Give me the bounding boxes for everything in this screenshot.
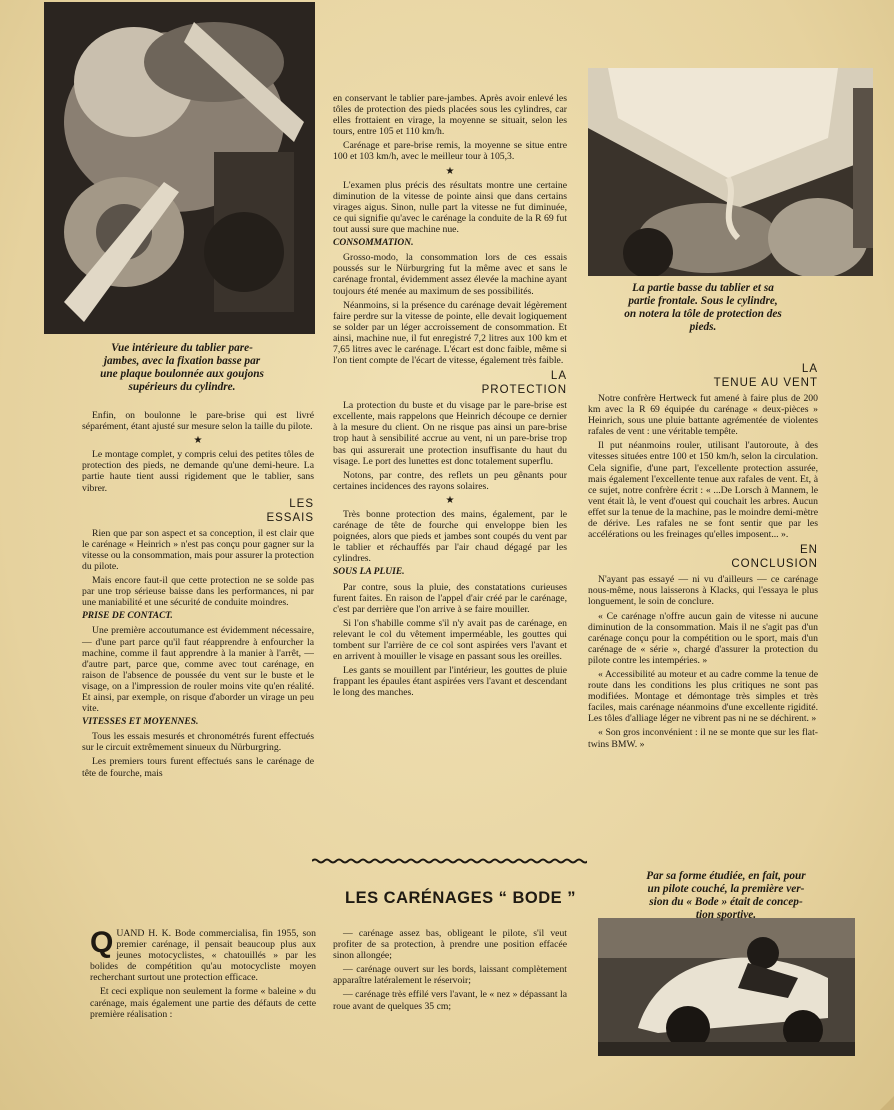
star-separator: ★ [445,494,455,506]
paragraph: Notons, par contre, des reflets un peu gênants pour certaines incidences des rayons solaires. [333,469,567,492]
paragraph: « Accessibilité au moteur et au cadre comme la tenue de route dans les conditions les plus critiques ne sont pas modifiées. Montage et démontage très simples et très faciles, mais carénage néanmoins d'une excellente rigidité. Les tôles d'alliage léger ne vibrent pas ni ne se déchirent. » [588,668,818,725]
paragraph: Une première accoutumance est évidemment nécessaire, — d'une part parce qu'il faut réapprendre à enfourcher la machine, comme il faut apprendre à la manier à l'arrêt, — d'autre part, parce que, comme avec tout carénage, en raison de l'absence de poussée du vent sur le buste et le visage, on a l'impression de rouler moins vite qu'en réalité. Et ainsi, par exemple, on risque d'aborder un virage un peu vite. [82,625,314,715]
page-corner [880,1096,894,1110]
heading-line: LA [550,370,567,383]
bode-section-title: LES CARÉNAGES “ BODE ” [345,889,577,907]
subheading: PRISE DE CONTACT. [82,611,173,622]
drop-cap: Q [90,926,114,959]
paragraph: La protection du buste et du visage par le pare-brise est excellente, mais rappelons que Heinrich découpe ce dernier à la mesure du client. On ne risque pas ainsi un pare-brise trop haut à sensibilité accrue au vent, ni un pare-brise trop bas qui assurerait une protection insuffisante du haut du visage. Le port des lunettes est donc totalement superflu. [333,400,567,467]
caption-line: La partie basse du tablier et sa [632,282,774,294]
subheading: CONSOMMATION. [333,238,414,249]
heading-line: CONCLUSION [731,558,818,571]
caption-top-left [58,342,306,394]
paragraph: Néanmoins, si la présence du carénage devait légèrement faire perdre sur la vitesse de pointe, elle devait logiquement se solder par un léger accroissement de consommation. Et ainsi, machine nue, il fut enregistré 7,2 litres aux 100 km et 7,65 litres avec le carénage. L'écart est donc faible, même si l'on tient compte de l'écart de vitesse, également très faible. [333,299,567,367]
caption-line: une plaque boulonnée aux goujons [100,368,264,380]
paragraph: Le montage complet, y compris celui des petites tôles de protection des pieds, ne demande qu'une demi-heure. La partie haute tient aussi rigidement que le tablier, sans vibrer. [82,449,314,494]
paragraph: Notre confrère Hertweck fut amené à faire plus de 200 km avec la R 69 équipée du carénage « deux-pièces » Heinrich, sous une pluie battante agrémentée de violentes rafales de vent : une véritable tempête. [588,393,818,438]
paragraph: Enfin, on boulonne le pare-brise qui est livré séparément, étant ajusté sur mesure selon la taille du pilote. [82,410,314,433]
paragraph: Carénage et pare-brise remis, la moyenne se situe entre 100 et 103 km/h, avec le meilleur tour à 105,3. [333,140,567,163]
paragraph: « Son gros inconvénient : il ne se monte que sur les flat-twins BMW. » [588,727,818,750]
paragraph: Mais encore faut-il que cette protection ne se solde pas par une trop sérieuse baisse dans les performances, ni par une maniabilité et une sécurité de conduite moindres. [82,575,314,609]
paragraph: Grosso-modo, la consommation lors de ces essais poussés sur le Nürburgring fut la même avec et sans le carénage frontal, évidemment assez élevée la machine ayant toujours été menée au maximum de ses possibilités. [333,252,567,297]
caption-line: tion sportive. [695,909,757,921]
paragraph: Par contre, sous la pluie, des constatations curieuses furent faites. En raison de l'appel d'air créé par le carénage, c'est par derrière que l'on arrive à se faire mouiller. [333,581,567,615]
caption-line: Vue intérieure du tablier pare- [111,342,253,354]
caption-top-right [590,282,816,334]
racing-rider-photo [598,918,855,1056]
caption-line: supérieurs du cylindre. [128,381,236,393]
paragraph: — carénage très effilé vers l'avant, le « nez » dépassant la roue avant de quelques 35 cm; [333,989,567,1012]
paragraph [90,928,316,983]
heading-line: LA [801,363,818,375]
caption-line: Par sa forme étudiée, en fait, pour [646,870,806,882]
subheading: SOUS LA PLUIE. [333,567,405,578]
caption-line: un pilote couché, la première ver- [647,883,805,895]
paragraph: « Ce carénage n'offre aucun gain de vitesse ni aucune diminution de la consommation. Mais il ne s'agit pas d'un carénage conçu pour la compétition ou le sport, mais d'un carénage de « série », chargé d'assurer la protection du pilote contre les intempéries. » [588,610,818,666]
paragraph: Rien que par son aspect et sa conception, il est clair que le carénage « Heinrich » n'est pas conçu pour gagner sur la vitesse ou la consommation, mais pour assurer la protection du pilote. [82,527,314,572]
caption-line: on notera la tôle de protection des [624,308,782,320]
bode-column-1 [90,928,316,1023]
paragraph: — carénage ouvert sur les bords, laissant complètement apparaître latéralement le réservoir; [333,964,567,987]
heading-line: ESSAIS [266,511,314,524]
section-heading [82,497,314,525]
paragraph: Si l'on s'habille comme s'il n'y avait pas de carénage, en relevant le col du vêtement imperméable, les gouttes qui tombent sur l'arrière de ce col sont aspirées vers l'avant et en arrivent à mouiller le visage en passant sous les oreilles. [333,617,567,663]
caption-line: partie frontale. Sous le cylindre, [628,295,778,307]
bode-column-2 [333,928,567,1015]
paragraph: Très bonne protection des mains, également, par le carénage de tête de fourche qui enveloppe bien les poignées, alors que pieds et jambes sont coupés du vent par le tablier et réchauffés par l'air chaud dégagé par les cylindres. [333,509,567,565]
paragraph: Les premiers tours furent effectués sans le carénage de tête de fourche, mais [82,756,314,779]
heading-line: LES [289,497,314,510]
caption-line: pieds. [689,321,717,333]
paragraph: Et ceci explique non seulement la forme « baleine » du carénage, mais également une partie des défauts de cette première réalisation : [90,986,316,1020]
caption-bottom-right [606,870,846,922]
lower-fairing-photo [588,68,873,276]
paragraph: en conservant le tablier pare-jambes. Après avoir enlevé les tôles de protection des pieds placées sous les cylindres, car elles frottaient en virage, la moyenne se situait, selon les tours, entre 105 et 110 km/h. [333,93,567,138]
paragraph: Il put néanmoins rouler, utilisant l'autoroute, à des vitesses situées entre 100 et 150 km/h, selon la circulation. Cela signifie, d'une part, l'excellente protection assurée, mais également l'excellente tenue aux rafales de vent. Et, à ce sujet, notre confrère écrit : « ...De Lorsch à Mannem, le vent était là, le vent d'ouest qui couchait les arbres. Aucun effet sur la tenue de la machine, pas le moindre demi-mètre de dérive. Les rafales ne se font sentir que par les accélérations ou les freinages qu'elles imposent... ». [588,440,818,541]
section-heading [588,362,818,390]
subheading: VITESSES ET MOYENNES. [82,717,199,728]
section-heading [333,369,567,397]
paragraph: N'ayant pas essayé — ni vu d'ailleurs — ce carénage nous-même, nous laisserons à Klacks, qui l'essaya le plus longuement, le soin de conclure. [588,574,818,608]
star-separator: ★ [193,435,203,447]
paragraph-text: UAND H. K. Bode commercialisa, fin 1955, son premier carénage, il pensait beaucoup plus aux jeunes motocyclistes, « chatouillés » par les bolides de compétition qu'au motocycliste moyen recherchant surtout une protection efficace. [90,928,316,984]
paragraph: Tous les essais mesurés et chronométrés furent effectués sur le circuit extrêmement sinueux du Nürburgring. [82,731,314,754]
paragraph: L'examen plus précis des résultats montre une certaine diminution de la vitesse de pointe ainsi que dans certains virages aigus. Sinon, nulle part la vitesse ne fut diminuée, ce qui signifie qu'avec le carénage la conduite de la R 69 fut tout aussi sure que machine nue. [333,179,567,236]
heading-line: PROTECTION [481,384,567,397]
heading-line: TENUE AU VENT [713,377,818,389]
section-heading [588,543,818,571]
caption-line: jambes, avec la fixation basse par [103,355,261,367]
star-separator: ★ [445,165,455,177]
engine-fairing-photo [44,2,315,334]
caption-line: sion du « Bode » était de concep- [649,896,803,908]
paragraph: Les gants se mouillent par l'intérieur, les gouttes de pluie frappant les épaules étant aspirées vers l'avant et descendant le long des manches. [333,665,567,699]
column-2 [333,93,567,702]
column-1 [82,410,314,782]
heading-line: EN [800,544,818,557]
column-3 [588,362,818,753]
wavy-divider [312,858,587,864]
paragraph: — carénage assez bas, obligeant le pilote, s'il veut profiter de sa protection, à prendre une position effacée sinon allongée; [333,928,567,962]
